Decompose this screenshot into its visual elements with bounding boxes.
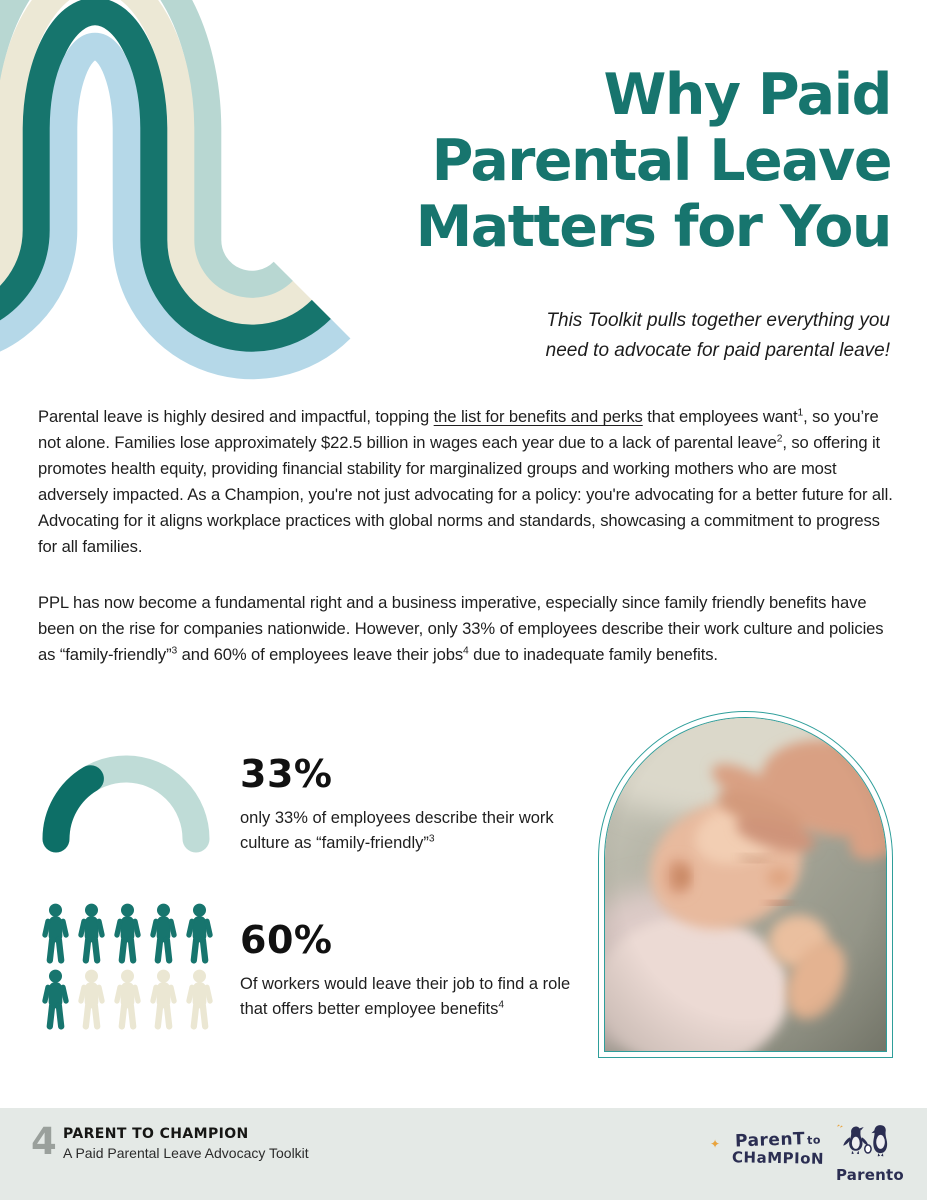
benefits-perks-link[interactable]: the list for benefits and perks	[433, 407, 643, 426]
page-number: 4	[31, 1120, 57, 1163]
stat-leave-job	[40, 903, 215, 1032]
footer-text	[63, 1126, 309, 1161]
sparkle-icon: ✦	[710, 1137, 721, 1151]
person-icon	[112, 969, 143, 1032]
gauge-chart	[40, 750, 212, 856]
stat-value-33: 33%	[240, 752, 333, 796]
title-line-3: Matters for You	[415, 194, 891, 260]
ptc-logo-line-1: ParenTto	[734, 1129, 822, 1152]
person-icon	[148, 969, 179, 1032]
person-icon	[184, 969, 215, 1032]
ptc-logo-line-2: CHaMPIoN	[731, 1148, 825, 1168]
person-icon	[112, 903, 143, 966]
stat-leave-job-text	[240, 918, 592, 1022]
second-paragraph: PPL has now become a fundamental right and a business imperative, especially since family friendly benefits have been on the rise for companies nationwide. However, only 33% of employees describe their work culture and policies as “family-friendly”$^3$ and 60% of employees leave their jobs$^4$ due to inadequate family benefits.	[38, 593, 884, 664]
stat-value-60: 60%	[240, 918, 333, 962]
penguins-icon	[839, 1122, 895, 1160]
stat-caption-60: Of workers would leave their job to find a role that offers better employee benefits$^4$	[240, 975, 571, 1018]
person-icon	[184, 903, 215, 966]
page-title	[271, 62, 891, 260]
stat-caption-33: only 33% of employees describe their work culture as “family-friendly”$^3$	[240, 809, 554, 852]
sparkle-dashes-icon: ′′	[834, 1122, 844, 1137]
title-line-2: Parental Leave	[431, 128, 891, 194]
footer	[0, 1108, 927, 1200]
footer-subtitle: A Paid Parental Leave Advocacy Toolkit	[63, 1145, 309, 1161]
stat-family-friendly-text	[240, 752, 570, 856]
title-line-1: Why Paid	[603, 62, 891, 128]
gauge-progress-arc	[56, 779, 90, 839]
parento-logo-label: Parento	[836, 1166, 904, 1184]
footer-title: PARENT TO CHAMPION	[63, 1126, 249, 1142]
person-icon	[148, 903, 179, 966]
parent-to-champion-logo	[710, 1122, 844, 1168]
person-icon	[76, 969, 107, 1032]
intro-paragraph: Parental leave is highly desired and impactful, topping the list for benefits and perks that employees want$^1$, so you’re not alone. Families lose approximately $22.5 billion in wages each year due to a lack of parental leave$^2$, so offering it promotes health equity, providing financial stability for marginalized groups and working mothers who are most adversely impacted. As a Champion, you're not just advocating for a policy: you're advocating for a better future for all. Advocating for it aligns workplace practices with global norms and standards, showcasing a commitment to progress for all families.	[38, 407, 893, 556]
baby-photo	[604, 717, 887, 1052]
people-pictogram	[40, 903, 215, 1032]
person-icon	[76, 903, 107, 966]
person-icon	[40, 969, 71, 1032]
stat-family-friendly	[40, 750, 212, 856]
page-subtitle: This Toolkit pulls together everything you need to advocate for paid parental leave!	[545, 310, 890, 361]
person-icon	[40, 903, 71, 966]
baby-photo-frame	[598, 711, 893, 1058]
parento-logo	[836, 1122, 904, 1184]
